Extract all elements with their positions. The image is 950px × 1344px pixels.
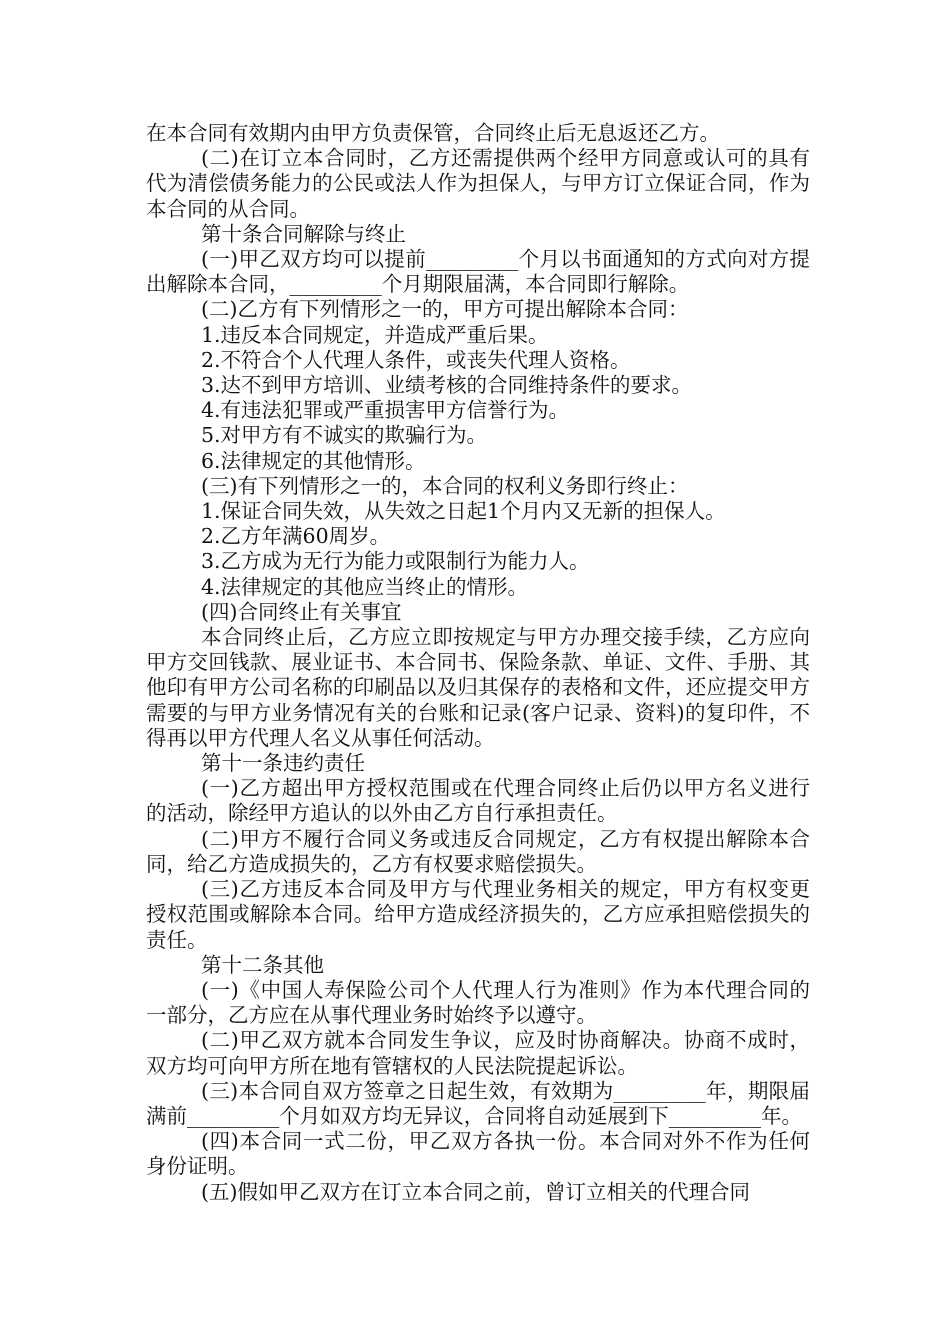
paragraph: (五)假如甲乙双方在订立本合同之前，曾订立相关的代理合同 <box>201 1179 750 1204</box>
list-item: 5.对甲方有不诚实的欺骗行为。 <box>201 423 488 448</box>
list-item: 6.法律规定的其他情形。 <box>201 448 426 473</box>
paragraph: (三)乙方违反本合同及甲方与代理业务相关的规定，甲方有权变更授权范围或解除本合同。给甲方造成经济损失的，乙方应承担赔偿损失的责任。 <box>146 877 810 952</box>
list-item: 2.乙方年满60周岁。 <box>201 524 391 549</box>
paragraph: (三)本合同自双方签章之日起生效，有效期为_________年，期限届满前_________个月如双方均无异议，合同将自动延展到下_________年。 <box>146 1078 810 1128</box>
list-item: 2.不符合个人代理人条件，或丧失代理人资格。 <box>201 347 631 372</box>
paragraph: (三)有下列情形之一的，本合同的权利义务即行终止： <box>201 473 689 498</box>
list-item: 1.保证合同失效，从失效之日起1个月内又无新的担保人。 <box>201 499 726 524</box>
paragraph: (二)甲方不履行合同义务或违反合同规定，乙方有权提出解除本合同，给乙方造成损失的，乙方有权要求赔偿损失。 <box>146 826 810 876</box>
list-item: 4.有违法犯罪或严重损害甲方信誉行为。 <box>201 398 570 423</box>
paragraph: (一)乙方超出甲方授权范围或在代理合同终止后仍以甲方名义进行的活动，除经甲方追认的以外由乙方自行承担责任。 <box>146 776 810 826</box>
paragraph: (二)在订立本合同时，乙方还需提供两个经甲方同意或认可的具有代为清偿债务能力的公民或法人作为担保人，与甲方订立保证合同，作为本合同的从合同。 <box>146 146 810 221</box>
list-item: 3.达不到甲方培训、业绩考核的合同维持条件的要求。 <box>201 373 693 398</box>
paragraph: (一)《中国人寿保险公司个人代理人行为准则》作为本代理合同的一部分，乙方应在从事代理业务时始终予以遵守。 <box>146 977 810 1028</box>
document-body <box>146 121 810 1205</box>
paragraph: (四)本合同一式二份，甲乙双方各执一份。本合同对外不作为任何身份证明。 <box>146 1129 810 1179</box>
paragraph: (四)合同终止有关事宜 <box>201 599 402 624</box>
section-heading: 第十一条违约责任 <box>201 751 365 776</box>
paragraph: 在本合同有效期内由甲方负责保管，合同终止后无息返还乙方。 <box>146 121 720 145</box>
paragraph: (一)甲乙双方均可以提前_________个月以书面通知的方式向对方提出解除本合同，_________个月期限届满，本合同即行解除。 <box>146 247 810 297</box>
list-item: 3.乙方成为无行为能力或限制行为能力人。 <box>201 549 590 574</box>
paragraph: (二)乙方有下列情形之一的，甲方可提出解除本合同： <box>201 297 689 322</box>
list-item: 1.违反本合同规定，并造成严重后果。 <box>201 322 549 347</box>
list-item: 4.法律规定的其他应当终止的情形。 <box>201 574 529 599</box>
paragraph: 本合同终止后，乙方应立即按规定与甲方办理交接手续，乙方应向甲方交回钱款、展业证书、本合同书、保险条款、单证、文件、手册、其他印有甲方公司名称的印刷品以及归其保存的表格和文件，还应提交甲方需要的与甲方业务情况有关的台账和记录(客户记录、资料)的复印件，不得再以甲方代理人名义从事任何活动。 <box>146 625 810 750</box>
section-heading: 第十条合同解除与终止 <box>201 221 406 246</box>
section-heading: 第十二条其他 <box>201 952 324 977</box>
paragraph: (二)甲乙双方就本合同发生争议，应及时协商解决。协商不成时，双方均可向甲方所在地有管辖权的人民法院提起诉讼。 <box>146 1028 810 1078</box>
